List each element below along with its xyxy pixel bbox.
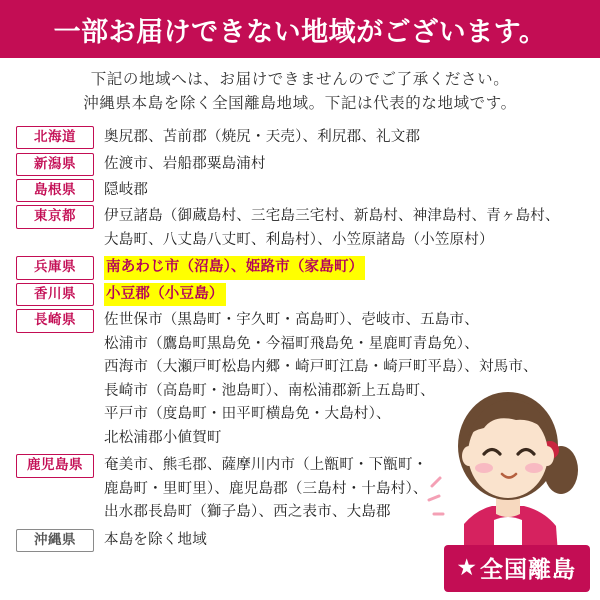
area-line: 出水郡長島町（獅子島）、西之表市、大島郡 — [104, 504, 391, 521]
prefecture-label: 香川県 — [16, 283, 94, 306]
area-text-highlighted — [94, 283, 584, 306]
prefecture-label: 東京都 — [16, 205, 94, 228]
page-banner — [0, 0, 600, 58]
area-line: 本島を除く地域 — [104, 531, 207, 548]
banner-title: 一部お届けできない地域がございます。 — [53, 16, 547, 47]
prefecture-label: 北海道 — [16, 126, 94, 149]
area-line: 長崎市（高島町・池島町）、南松浦郡新上五島町、 — [104, 382, 435, 399]
area-text — [94, 309, 584, 450]
prefecture-label: 長崎県 — [16, 309, 94, 332]
table-row — [16, 283, 584, 306]
area-line: 西海市（大瀬戸町松島内郷・崎戸町江島・崎戸町平島）、対馬市、 — [104, 359, 538, 376]
area-line: 南あわじ市（沼島）、姫路市（家島町） — [104, 256, 365, 279]
area-text — [94, 126, 584, 149]
area-text — [94, 205, 584, 252]
badge-label: 全国離島 — [480, 556, 576, 582]
table-row — [16, 153, 584, 176]
table-row — [16, 454, 584, 524]
prefecture-label: 兵庫県 — [16, 256, 94, 279]
table-row — [16, 256, 584, 279]
status-badge — [444, 545, 590, 592]
prefecture-label: 新潟県 — [16, 153, 94, 176]
area-line: 伊豆諸島（御蔵島村、三宅島三宅村、新島村、神津島村、青ヶ島村、 — [104, 208, 560, 225]
table-row — [16, 205, 584, 252]
area-text — [94, 153, 584, 176]
star-icon: ★ — [456, 554, 478, 580]
area-text — [94, 179, 584, 202]
area-line: 小豆郡（小豆島） — [104, 283, 226, 306]
lead-text — [0, 58, 600, 120]
area-line: 佐渡市、岩船郡粟島浦村 — [104, 155, 266, 172]
area-line: 北松浦郡小値賀町 — [104, 429, 222, 446]
area-text-highlighted — [94, 256, 584, 279]
area-line: 奥尻郡、苫前郡（焼尻・天売）、利尻郡、礼文郡 — [104, 129, 421, 146]
lead-line-2: 沖縄県本島を除く全国離島地域。下記は代表的な地域です。 — [83, 95, 517, 113]
prefecture-label: 沖縄県 — [16, 529, 94, 552]
area-text — [94, 454, 584, 524]
area-line: 松浦市（鷹島町黒島免・今福町飛島免・星鹿町青島免）、 — [104, 335, 479, 352]
area-line: 大島町、八丈島八丈町、利島村）、小笠原諸島（小笠原村） — [104, 231, 494, 248]
area-line: 鹿島町・里町里）、鹿児島郡（三島村・十島村）、 — [104, 480, 428, 497]
area-line: 佐世保市（黒島町・宇久町・高島町）、壱岐市、五島市、 — [104, 312, 479, 329]
area-line: 奄美市、熊毛郡、薩摩川内市（上甑町・下甑町・ — [104, 457, 428, 474]
area-line: 平戸市（度島町・田平町横島免・大島村）、 — [104, 406, 391, 423]
table-row — [16, 126, 584, 149]
area-line: 隠岐郡 — [104, 182, 149, 198]
table-row — [16, 309, 584, 450]
prefecture-label: 島根県 — [16, 179, 94, 202]
table-row — [16, 179, 584, 202]
lead-line-1: 下記の地域へは、お届けできませんのでご了承ください。 — [90, 71, 510, 88]
prefecture-label: 鹿児島県 — [16, 454, 94, 477]
region-list — [0, 120, 600, 552]
